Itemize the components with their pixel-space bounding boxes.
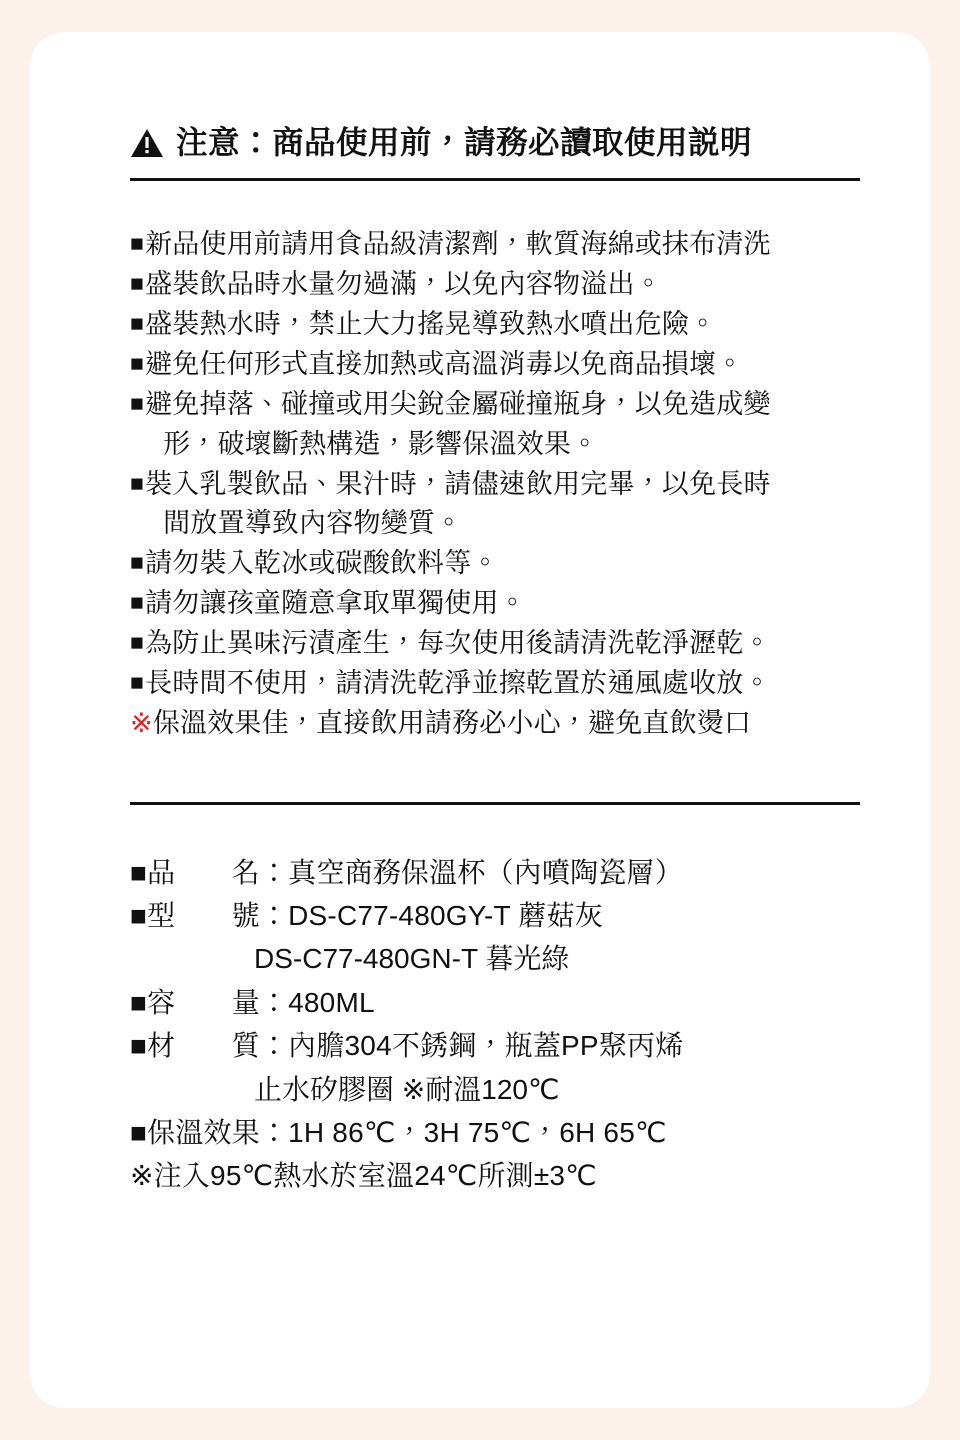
bullet-icon: ■ [130,390,145,417]
spec-value: DS-C77-480GY-T 蘑菇灰 [288,900,603,932]
list-item [130,584,860,623]
bullet-icon: ■ [130,669,145,696]
list-item [130,345,860,384]
spec-row-product-name [130,851,860,894]
bullet-icon: ■ [130,310,145,337]
card-content [130,124,860,1198]
warning-triangle-icon [130,128,164,158]
list-item-text: 請勿裝入乾冰或碳酸飲料等。 [145,547,499,578]
spec-label: ■型 號： [130,900,289,932]
spec-label: ■保溫效果： [130,1116,289,1148]
section-divider [130,802,860,805]
list-item-line2: 形，破壞斷熱構造，影響保溫效果。 [163,428,599,459]
list-item-text [145,385,860,463]
list-item [130,225,860,264]
list-item-text: 長時間不使用，請清洗乾淨並擦乾置於通風處收放。 [145,668,771,699]
spec-list [130,851,860,1198]
spec-row-model [130,894,860,937]
list-item [130,265,860,304]
bullet-icon: ■ [130,350,145,377]
list-item-text [145,465,860,543]
notice-list [130,225,860,744]
spec-row-insulation [130,1111,860,1154]
bullet-icon: ■ [130,548,145,575]
spec-footnote-text: ※注入95℃熱水於室溫24℃所測±3℃ [130,1160,597,1192]
spec-label: ■容 量： [130,986,289,1018]
spec-label: ■品 名： [130,856,289,888]
list-item-highlight [130,704,860,743]
spec-value: 真空商務保溫杯（內噴陶瓷層） [288,856,683,888]
list-item-text: 新品使用前請用食品級清潔劑，軟質海綿或抹布清洗 [145,228,771,259]
list-item [130,544,860,583]
spec-row-material [130,1024,860,1067]
header-divider [130,178,860,181]
bullet-icon: ■ [130,269,145,296]
list-item [130,465,860,543]
spec-label: ■材 質： [130,1030,289,1062]
spec-value: 480ML [288,986,375,1018]
list-item-line1: 裝入乳製飲品、果汁時，請儘速飲用完畢，以免長時 [145,468,771,499]
spec-value: 1H 86℃，3H 75℃，6H 65℃ [288,1116,667,1148]
list-item [130,385,860,463]
warning-header [130,124,860,172]
bullet-icon: ■ [130,629,145,656]
page-title: 注意：商品使用前，請務必讀取使用説明 [176,124,753,160]
bullet-icon: ■ [130,589,145,616]
spec-row-capacity [130,981,860,1024]
list-item-text: 避免任何形式直接加熱或高溫消毒以免商品損壞。 [145,349,744,380]
list-item [130,624,860,663]
list-item-text: 盛裝飲品時水量勿過滿，以免內容物溢出。 [145,268,662,299]
spec-footnote [130,1154,860,1197]
list-item-text: 盛裝熱水時，禁止大力搖晃導致熱水噴出危險。 [145,309,717,340]
list-item-text: 請勿讓孩童隨意拿取單獨使用。 [145,588,526,619]
list-item-line2: 間放置導致內容物變質。 [163,507,463,538]
spec-value-model-second: DS-C77-480GN-T 暮光綠 [254,943,570,975]
bullet-icon: ■ [130,229,145,256]
bullet-icon: ■ [130,469,145,496]
list-item [130,305,860,344]
list-item-line1: 避免掉落、碰撞或用尖銳金屬碰撞瓶身，以免造成變 [145,389,771,420]
list-item-text: 保溫效果佳，直接飲用請務必小心，避免直飲燙口 [152,708,752,739]
list-item-text: 為防止異味污漬產生，每次使用後請清洗乾淨瀝乾。 [145,628,771,659]
spec-value: 內膽304不銹鋼，瓶蓋PP聚丙烯 [288,1030,684,1062]
asterisk-icon: ※ [130,708,153,739]
list-item [130,664,860,703]
spec-value-material-second: 止水矽膠圈 ※耐溫120℃ [254,1073,560,1105]
spec-card [30,32,930,1408]
